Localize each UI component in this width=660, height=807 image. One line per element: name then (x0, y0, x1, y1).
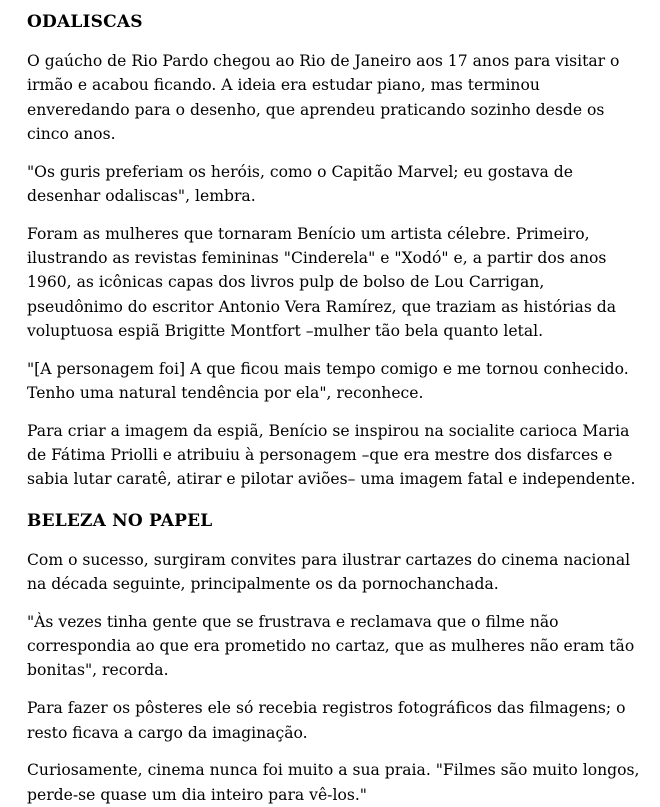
paragraph: Curiosamente, cinema nunca foi muito a sua praia. "Filmes são muito longos, perde-se quase um dia inteiro para vê-los." (27, 761, 640, 804)
section-heading-beleza-no-papel: BELEZA NO PAPEL (27, 510, 213, 531)
paragraph: Para fazer os pôsteres ele só recebia registros fotográficos das filmagens; o resto ficava a cargo da imaginação. (27, 699, 626, 742)
section-heading-odaliscas: ODALISCAS (27, 12, 143, 32)
paragraph: "[A personagem foi] A que ficou mais tempo comigo e me tornou conhecido. Tenho uma natural tendência por ela", reconhece. (27, 359, 629, 403)
paragraph: Foram as mulheres que tornaram Benício um artista célebre. Primeiro, ilustrando as revistas femininas "Cinderela" e "Xodó" e, a partir dos anos 1960, as icônicas capas dos livros pulp de bolso de Lou Carrigan, pseudônimo do escritor Antonio Vera Ramírez, que traziam as histórias da voluptuosa espiã Brigitte Montfort –mulher tão bela quanto letal. (27, 224, 617, 340)
paragraph: Para criar a imagem da espiã, Benício se inspirou na socialite carioca Maria de Fátima Priolli e atribuiu à personagem –que era mestre dos disfarces e sabia lutar caratê, atirar e pilotar aviões– uma imagem fatal e independente. (27, 421, 636, 489)
paragraph: O gaúcho de Rio Pardo chegou ao Rio de Janeiro aos 17 anos para visitar o irmão e acabou ficando. A ideia era estudar piano, mas terminou enveredando para o desenho, que aprendeu praticando sozinho desde os cinco anos. (27, 52, 620, 143)
paragraph: "Às vezes tinha gente que se frustrava e reclamava que o filme não correspondia ao que era prometido no cartaz, que as mulheres não eram tão bonitas", recorda. (27, 612, 635, 680)
paragraph: Com o sucesso, surgiram convites para ilustrar cartazes do cinema nacional na década seguinte, principalmente os da pornochanchada. (27, 550, 631, 594)
paragraph: "Os guris preferiam os heróis, como o Capitão Marvel; eu gostava de desenhar odaliscas", lembra. (27, 162, 573, 205)
